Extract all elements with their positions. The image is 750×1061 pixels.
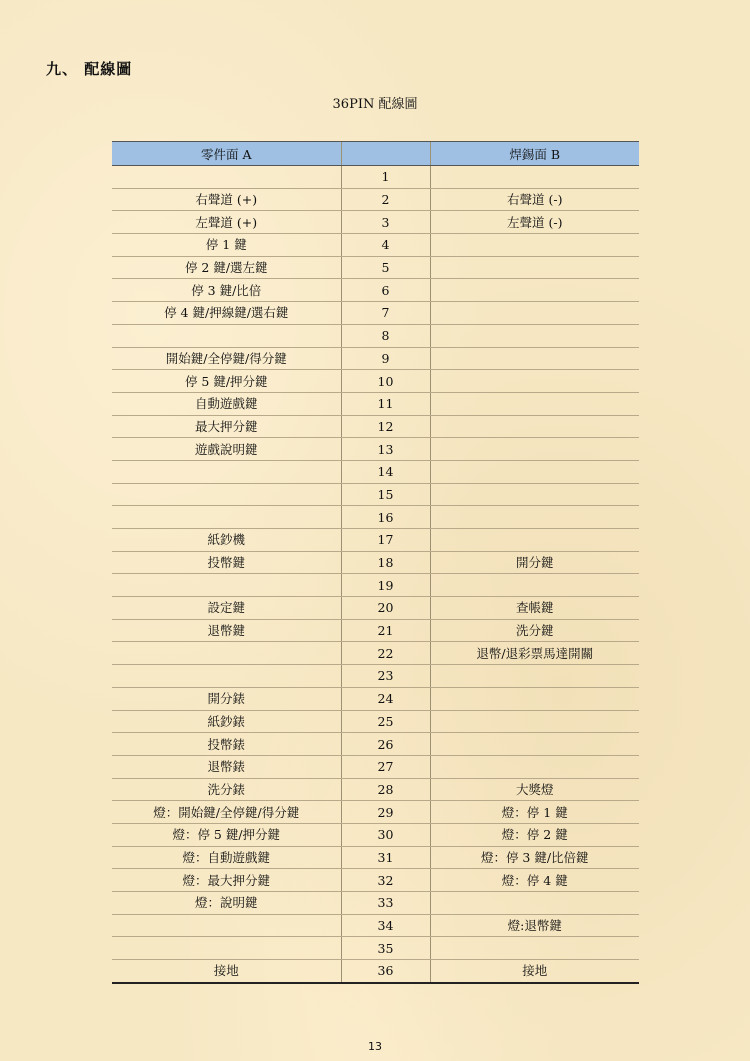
- solder-side-cell: [430, 892, 639, 915]
- pin-number-cell: 13: [341, 438, 430, 461]
- table-row: [112, 642, 639, 665]
- component-side-cell: 右聲道 (+): [112, 188, 341, 211]
- component-side-cell: 遊戲說明鍵: [112, 438, 341, 461]
- table-row: [112, 324, 639, 347]
- header-row: [112, 142, 639, 166]
- table-row: [112, 279, 639, 302]
- solder-side-cell: 開分鍵: [430, 551, 639, 574]
- component-side-cell: 紙鈔錶: [112, 710, 341, 733]
- solder-side-cell: [430, 665, 639, 688]
- solder-side-cell: 左聲道 (-): [430, 211, 639, 234]
- solder-side-cell: [430, 733, 639, 756]
- component-side-cell: 停 5 鍵/押分鍵: [112, 370, 341, 393]
- pin-number-cell: 27: [341, 755, 430, 778]
- pin-number-cell: 10: [341, 370, 430, 393]
- component-side-cell: 接地: [112, 960, 341, 983]
- table-row: [112, 370, 639, 393]
- pin-number-cell: 18: [341, 551, 430, 574]
- header-pin: [341, 142, 430, 166]
- solder-side-cell: 燈:退幣鍵: [430, 914, 639, 937]
- component-side-cell: 投幣錶: [112, 733, 341, 756]
- solder-side-cell: [430, 529, 639, 552]
- component-side-cell: 停 4 鍵/押線鍵/選右鍵: [112, 302, 341, 325]
- component-side-cell: [112, 483, 341, 506]
- component-side-cell: 紙鈔機: [112, 529, 341, 552]
- solder-side-cell: [430, 937, 639, 960]
- pin-number-cell: 12: [341, 415, 430, 438]
- component-side-cell: 停 2 鍵/選左鍵: [112, 256, 341, 279]
- section-title: 九、 配線圖: [46, 60, 133, 78]
- component-side-cell: 開始鍵/全停鍵/得分鍵: [112, 347, 341, 370]
- table-row: [112, 483, 639, 506]
- pin-number-cell: 23: [341, 665, 430, 688]
- solder-side-cell: [430, 687, 639, 710]
- table-row: [112, 960, 639, 983]
- solder-side-cell: [430, 166, 639, 189]
- table-row: [112, 733, 639, 756]
- solder-side-cell: [430, 755, 639, 778]
- table-row: [112, 574, 639, 597]
- table-row: [112, 415, 639, 438]
- table-row: [112, 755, 639, 778]
- table-row: [112, 801, 639, 824]
- table-row: [112, 188, 639, 211]
- wiring-table: [112, 141, 639, 984]
- solder-side-cell: 大獎燈: [430, 778, 639, 801]
- component-side-cell: 停 3 鍵/比倍: [112, 279, 341, 302]
- component-side-cell: 最大押分鍵: [112, 415, 341, 438]
- solder-side-cell: 接地: [430, 960, 639, 983]
- wiring-table-body: [112, 166, 639, 983]
- solder-side-cell: [430, 574, 639, 597]
- solder-side-cell: 燈：停 1 鍵: [430, 801, 639, 824]
- solder-side-cell: 右聲道 (-): [430, 188, 639, 211]
- pin-number-cell: 1: [341, 166, 430, 189]
- component-side-cell: [112, 460, 341, 483]
- component-side-cell: 投幣鍵: [112, 551, 341, 574]
- solder-side-cell: [430, 279, 639, 302]
- component-side-cell: 開分錶: [112, 687, 341, 710]
- pin-number-cell: 35: [341, 937, 430, 960]
- table-row: [112, 392, 639, 415]
- wiring-table-header: [112, 142, 639, 166]
- solder-side-cell: [430, 256, 639, 279]
- component-side-cell: [112, 937, 341, 960]
- pin-number-cell: 32: [341, 869, 430, 892]
- solder-side-cell: [430, 710, 639, 733]
- table-row: [112, 597, 639, 620]
- table-row: [112, 438, 639, 461]
- component-side-cell: 設定鍵: [112, 597, 341, 620]
- table-row: [112, 211, 639, 234]
- pin-number-cell: 25: [341, 710, 430, 733]
- pin-number-cell: 22: [341, 642, 430, 665]
- table-row: [112, 506, 639, 529]
- table-row: [112, 914, 639, 937]
- solder-side-cell: [430, 460, 639, 483]
- component-side-cell: 退幣錶: [112, 755, 341, 778]
- pin-number-cell: 11: [341, 392, 430, 415]
- solder-side-cell: 燈：停 3 鍵/比倍鍵: [430, 846, 639, 869]
- solder-side-cell: [430, 438, 639, 461]
- pin-number-cell: 6: [341, 279, 430, 302]
- component-side-cell: 燈：自動遊戲鍵: [112, 846, 341, 869]
- pin-number-cell: 24: [341, 687, 430, 710]
- component-side-cell: [112, 665, 341, 688]
- pin-number-cell: 30: [341, 823, 430, 846]
- pin-number-cell: 33: [341, 892, 430, 915]
- table-row: [112, 302, 639, 325]
- page-number: 13: [368, 1040, 382, 1053]
- component-side-cell: 洗分錶: [112, 778, 341, 801]
- pin-number-cell: 20: [341, 597, 430, 620]
- component-side-cell: 燈：開始鍵/全停鍵/得分鍵: [112, 801, 341, 824]
- pin-number-cell: 26: [341, 733, 430, 756]
- solder-side-cell: [430, 483, 639, 506]
- solder-side-cell: [430, 324, 639, 347]
- pin-number-cell: 3: [341, 211, 430, 234]
- pin-number-cell: 36: [341, 960, 430, 983]
- component-side-cell: 燈：最大押分鍵: [112, 869, 341, 892]
- table-row: [112, 710, 639, 733]
- table-row: [112, 937, 639, 960]
- component-side-cell: [112, 914, 341, 937]
- component-side-cell: 停 1 鍵: [112, 234, 341, 257]
- solder-side-cell: [430, 415, 639, 438]
- table-row: [112, 256, 639, 279]
- table-caption: 36PIN 配線圖: [332, 97, 418, 112]
- pin-number-cell: 17: [341, 529, 430, 552]
- component-side-cell: 燈：說明鍵: [112, 892, 341, 915]
- component-side-cell: [112, 642, 341, 665]
- pin-number-cell: 14: [341, 460, 430, 483]
- component-side-cell: [112, 324, 341, 347]
- table-row: [112, 778, 639, 801]
- table-row: [112, 551, 639, 574]
- solder-side-cell: 查帳鍵: [430, 597, 639, 620]
- table-row: [112, 347, 639, 370]
- header-component-side: 零件面 A: [112, 142, 341, 166]
- solder-side-cell: 洗分鍵: [430, 619, 639, 642]
- pin-number-cell: 2: [341, 188, 430, 211]
- solder-side-cell: [430, 370, 639, 393]
- pin-number-cell: 34: [341, 914, 430, 937]
- pin-number-cell: 9: [341, 347, 430, 370]
- pin-number-cell: 15: [341, 483, 430, 506]
- pin-number-cell: 31: [341, 846, 430, 869]
- component-side-cell: [112, 506, 341, 529]
- solder-side-cell: [430, 302, 639, 325]
- pin-number-cell: 8: [341, 324, 430, 347]
- table-row: [112, 823, 639, 846]
- solder-side-cell: [430, 392, 639, 415]
- component-side-cell: 左聲道 (+): [112, 211, 341, 234]
- solder-side-cell: [430, 234, 639, 257]
- table-row: [112, 234, 639, 257]
- table-row: [112, 665, 639, 688]
- component-side-cell: [112, 574, 341, 597]
- pin-number-cell: 28: [341, 778, 430, 801]
- table-row: [112, 892, 639, 915]
- pin-number-cell: 7: [341, 302, 430, 325]
- table-row: [112, 846, 639, 869]
- pin-number-cell: 5: [341, 256, 430, 279]
- header-solder-side: 焊錫面 B: [430, 142, 639, 166]
- table-row: [112, 869, 639, 892]
- table-row: [112, 529, 639, 552]
- component-side-cell: 退幣鍵: [112, 619, 341, 642]
- table-row: [112, 166, 639, 189]
- solder-side-cell: 退幣/退彩票馬達開關: [430, 642, 639, 665]
- solder-side-cell: 燈：停 4 鍵: [430, 869, 639, 892]
- pin-number-cell: 19: [341, 574, 430, 597]
- table-row: [112, 687, 639, 710]
- pin-number-cell: 29: [341, 801, 430, 824]
- pin-number-cell: 16: [341, 506, 430, 529]
- component-side-cell: [112, 166, 341, 189]
- component-side-cell: 自動遊戲鍵: [112, 392, 341, 415]
- solder-side-cell: [430, 506, 639, 529]
- solder-side-cell: 燈：停 2 鍵: [430, 823, 639, 846]
- solder-side-cell: [430, 347, 639, 370]
- component-side-cell: 燈：停 5 鍵/押分鍵: [112, 823, 341, 846]
- pin-number-cell: 4: [341, 234, 430, 257]
- pin-number-cell: 21: [341, 619, 430, 642]
- table-row: [112, 460, 639, 483]
- table-row: [112, 619, 639, 642]
